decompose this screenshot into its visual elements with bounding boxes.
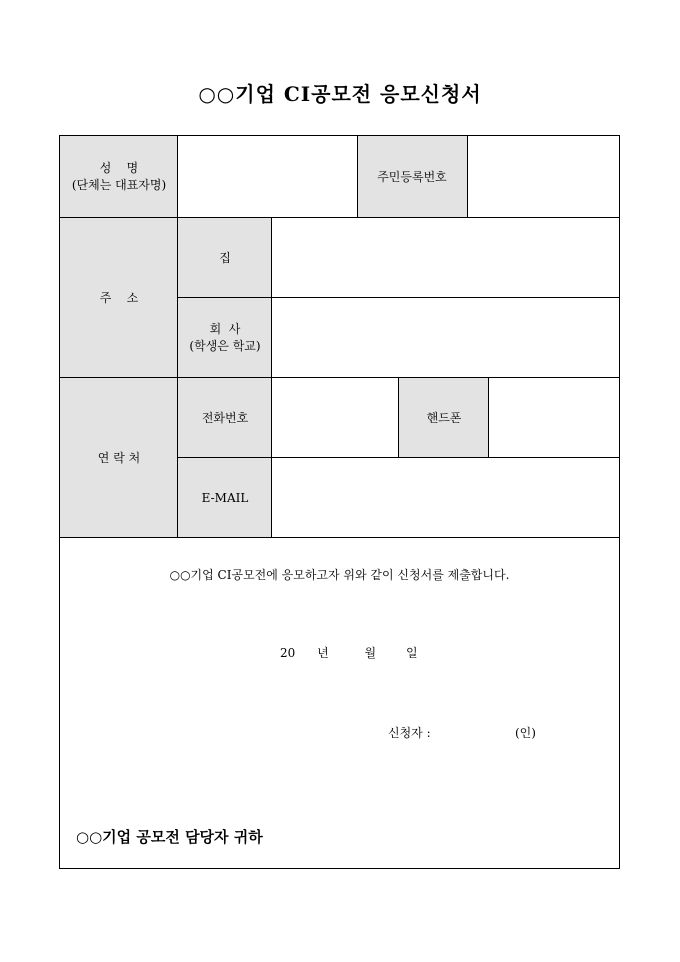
resident-number-field[interactable]: [467, 136, 619, 218]
document-title: ○○기업 CI공모전 응모신청서: [198, 82, 482, 106]
contact-label: 연 락 처: [60, 378, 178, 538]
column-divider: [271, 218, 272, 538]
mobile-field[interactable]: [489, 378, 619, 458]
name-label-line1: 성 명: [99, 161, 139, 175]
column-divider: [488, 378, 489, 458]
application-form: [59, 135, 620, 869]
home-address-field[interactable]: [272, 218, 619, 298]
address-label: 주 소: [60, 218, 178, 378]
applicant-label: 신청자 :: [388, 726, 431, 740]
column-divider: [357, 136, 358, 218]
company-address-field[interactable]: [272, 298, 619, 378]
company-label-line1: 회 사: [209, 322, 241, 336]
seal-mark: (인): [515, 726, 536, 740]
email-field[interactable]: [272, 458, 619, 538]
row-divider: [60, 377, 619, 378]
addressee: ○○기업 공모전 담당자 귀하: [76, 828, 263, 846]
name-field[interactable]: [178, 136, 357, 218]
phone-field[interactable]: [272, 378, 399, 458]
company-label: [178, 298, 272, 378]
row-divider: [178, 297, 619, 298]
date-month-label: 월: [364, 646, 377, 660]
home-label: 집: [178, 218, 272, 298]
phone-label: 전화번호: [178, 378, 272, 458]
name-label: [60, 136, 178, 218]
date-year-label: 년: [317, 646, 329, 660]
row-divider: [60, 217, 619, 218]
column-divider: [467, 136, 468, 218]
date-line: [280, 644, 418, 661]
row-divider: [60, 537, 619, 538]
name-label-line2: (단체는 대표자명): [71, 178, 167, 192]
mobile-label: 핸드폰: [399, 378, 489, 458]
date-day-label: 일: [405, 646, 418, 660]
column-divider: [398, 378, 399, 458]
email-label: E-MAIL: [178, 458, 272, 538]
column-divider: [177, 136, 178, 538]
date-year-prefix: 20: [280, 646, 296, 660]
company-label-line2: (학생은 학교): [189, 339, 261, 353]
resident-number-label: 주민등록번호: [357, 136, 467, 218]
declaration-statement: ○○기업 CI공모전에 응모하고자 위와 같이 신청서를 제출합니다.: [169, 568, 510, 582]
